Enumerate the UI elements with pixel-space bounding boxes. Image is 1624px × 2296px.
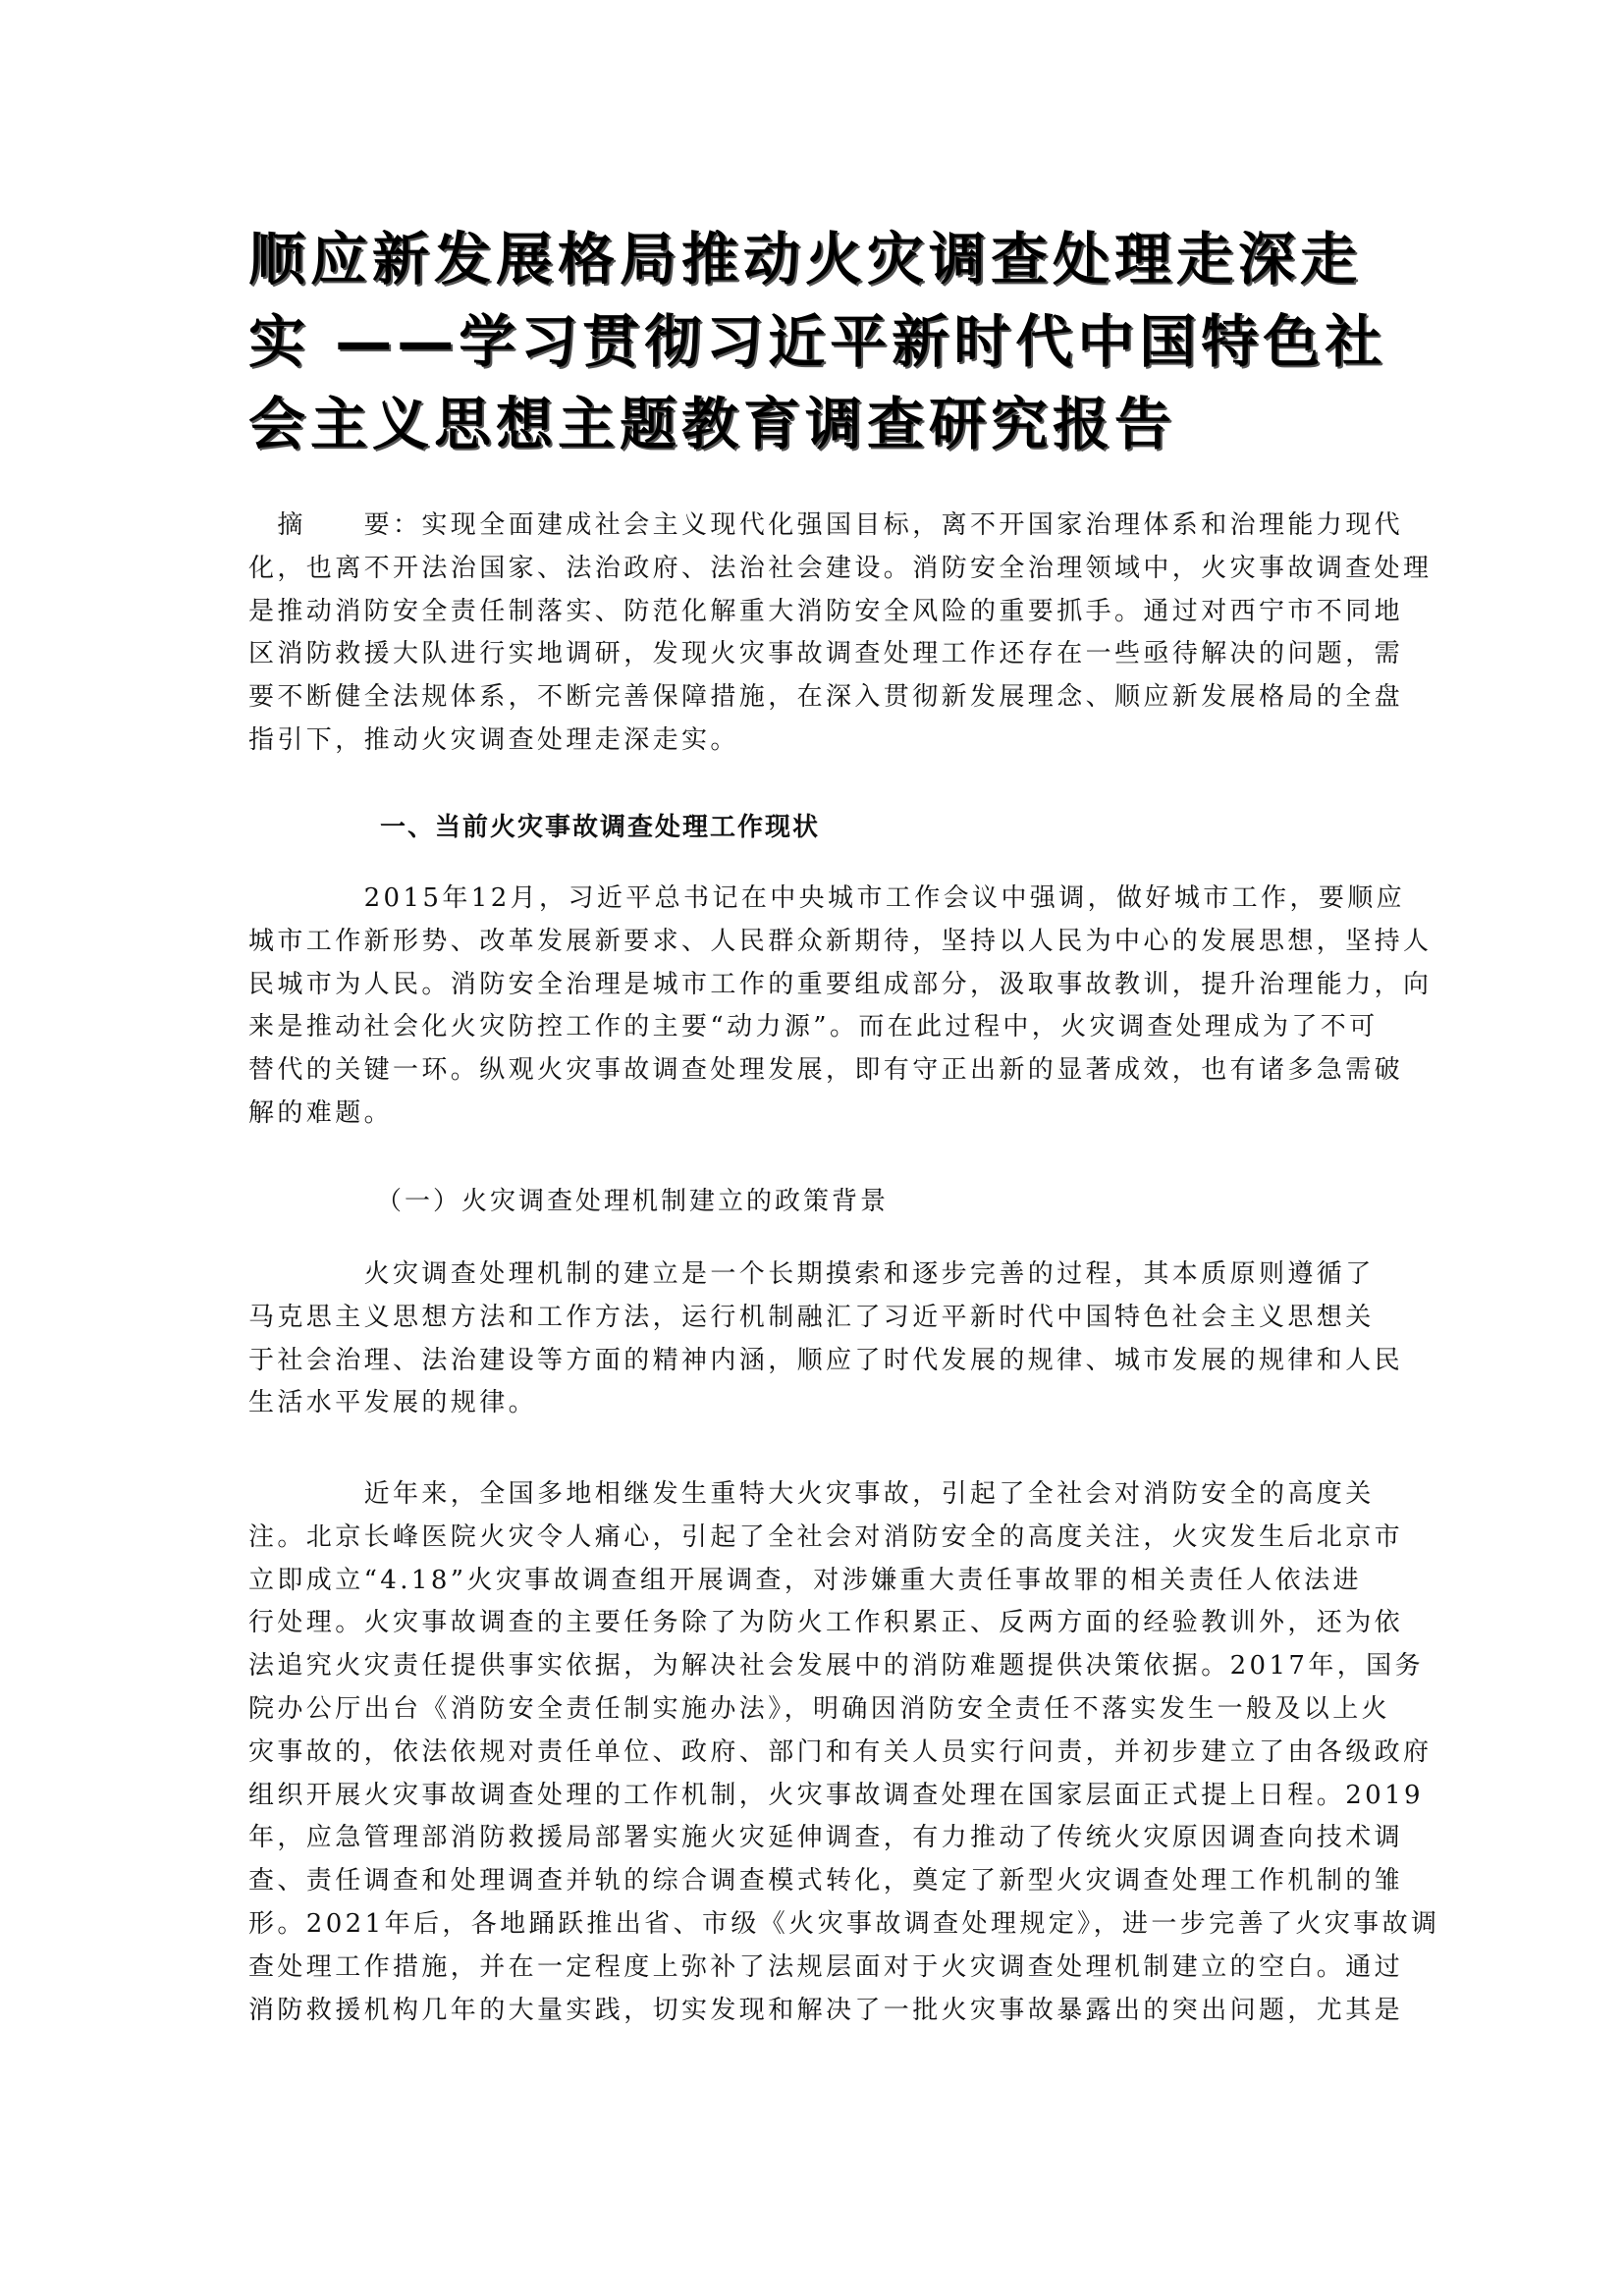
text-line: 生活水平发展的规律。 — [248, 1388, 538, 1418]
title-line: 顺应新发展格局推动火灾调查处理走深走 — [248, 226, 1363, 293]
text-line: 院办公厅出台《消防安全责任制实施办法》，明确因消防安全责任不落实发生一般及以上火 — [248, 1693, 1391, 1724]
text-line: 法追究火灾责任提供事实依据，为解决社会发展中的消防难题提供决策依据。2017年，国务 — [248, 1651, 1424, 1682]
section-heading: 一、当前火灾事故调查处理工作现状 — [380, 813, 821, 842]
text-line: 查、责任调查和处理调查并轨的综合调查模式转化，奠定了新型火灾调查处理工作机制的雏 — [248, 1866, 1404, 1896]
subsection-heading: （一）火灾调查处理机制建立的政策背景 — [376, 1187, 890, 1216]
text-line: 于社会治理、法治建设等方面的精神内涵，顺应了时代发展的规律、城市发展的规律和人民 — [248, 1345, 1404, 1375]
text-line: 解的难题。 — [248, 1097, 394, 1128]
document-title — [248, 218, 1387, 465]
text-line: 城市工作新形势、改革发展新要求、人民群众新期待，坚持以人民为中心的发展思想，坚持人 — [248, 926, 1433, 956]
abstract-paragraph — [248, 505, 1433, 763]
text-line: 年，应急管理部消防救援局部署实施火灾延伸调查，有力推动了传统火灾原因调查向技术调 — [248, 1823, 1404, 1853]
text-line: 化，也离不开法治国家、法治政府、法治社会建设。消防安全治理领域中，火灾事故调查处理 — [248, 553, 1433, 583]
text-line: 形。2021年后，各地踊跃推出省、市级《火灾事故调查处理规定》，进一步完善了火灾事故调 — [248, 1908, 1440, 1939]
text-line: 民城市为人民。消防安全治理是城市工作的重要组成部分，汲取事故教训，提升治理能力，向 — [248, 969, 1433, 999]
text-line: 替代的关键一环。纵观火灾事故调查处理发展，即有守正出新的显著成效，也有诸多急需破 — [248, 1055, 1404, 1086]
text-line: 查处理工作措施，并在一定程度上弥补了法规层面对于火灾调查处理机制建立的空白。通过 — [248, 1951, 1404, 1982]
text-line: 马克思主义思想方法和工作方法，运行机制融汇了习近平新时代中国特色社会主义思想关 — [248, 1302, 1375, 1332]
text-line: 区消防救援大队进行实地调研，发现火灾事故调查处理工作还存在一些亟待解决的问题，需 — [248, 639, 1404, 669]
subsection1-paragraph-1 — [248, 1254, 1404, 1425]
text-line: 指引下，推动火灾调查处理走深走实。 — [248, 724, 739, 755]
title-line: 会主义思想主题教育调查研究报告 — [248, 391, 1177, 457]
section1-paragraph — [248, 878, 1433, 1136]
text-line: 消防救援机构几年的大量实践，切实发现和解决了一批火灾事故暴露出的突出问题，尤其是 — [248, 1995, 1404, 2025]
text-line: 行处理。火灾事故调查的主要任务除了为防火工作积累正、反两方面的经验教训外，还为依 — [248, 1608, 1404, 1638]
text-line: 注。北京长峰医院火灾令人痛心，引起了全社会对消防安全的高度关注，火灾发生后北京市 — [248, 1522, 1404, 1552]
text-line: 是推动消防安全责任制落实、防范化解重大消防安全风险的重要抓手。通过对西宁市不同地 — [248, 596, 1404, 626]
text-line: 组织开展火灾事故调查处理的工作机制，火灾事故调查处理在国家层面正式提上日程。2019 — [248, 1780, 1424, 1810]
subsection1-paragraph-2 — [248, 1473, 1440, 2032]
text-line: 火灾调查处理机制的建立是一个长期摸索和逐步完善的过程，其本质原则遵循了 — [248, 1259, 1375, 1289]
title-line: 实 ——学习贯彻习近平新时代中国特色社 — [248, 308, 1387, 375]
text-line: 来是推动社会化火灾防控工作的主要“动力源”。而在此过程中，火灾调查处理成为了不可 — [248, 1012, 1379, 1042]
text-line: 灾事故的，依法依规对责任单位、政府、部门和有关人员实行问责，并初步建立了由各级政府 — [248, 1736, 1433, 1767]
text-line: 摘 要：实现全面建成社会主义现代化强国目标，离不开国家治理体系和治理能力现代 — [248, 510, 1404, 540]
text-line: 立即成立“4.18”火灾事故调查组开展调查，对涉嫌重大责任事故罪的相关责任人依法进 — [248, 1565, 1362, 1595]
text-line: 2015年12月，习近平总书记在中央城市工作会议中强调，做好城市工作，要顺应 — [248, 883, 1406, 913]
text-line: 要不断健全法规体系，不断完善保障措施，在深入贯彻新发展理念、顺应新发展格局的全盘 — [248, 682, 1404, 713]
text-line: 近年来，全国多地相继发生重特大火灾事故，引起了全社会对消防安全的高度关 — [248, 1479, 1375, 1509]
